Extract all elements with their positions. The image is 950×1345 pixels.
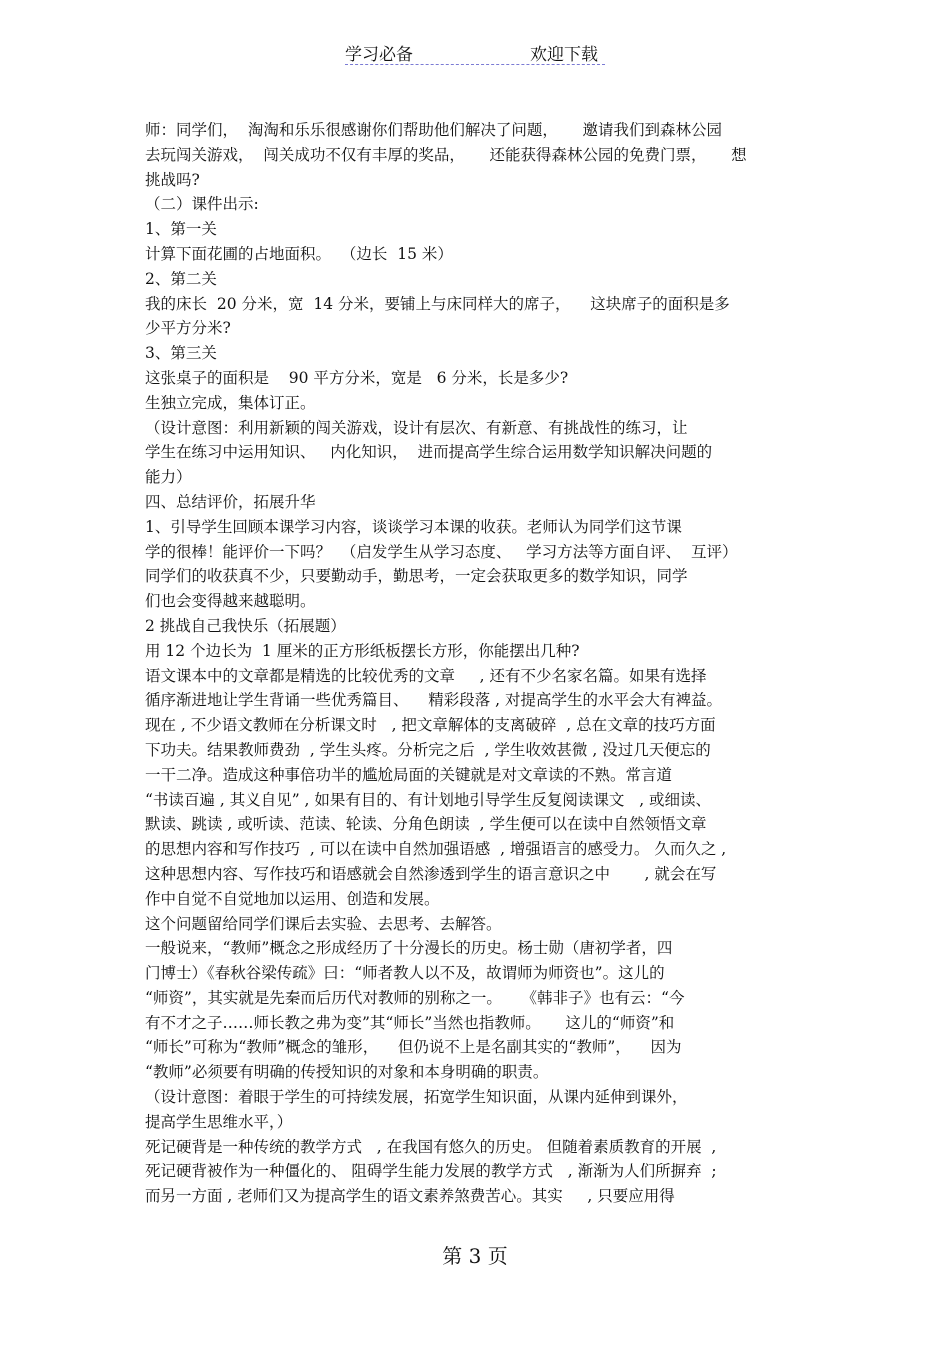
text-line: 的思想内容和写作技巧 , 可以在读中自然加强语感 , 增强语言的感受力。 久而久之 , [145,840,727,859]
page-number: 第 3 页 [442,1244,508,1268]
text-line: 师：同学们， 淘淘和乐乐很感谢你们帮助他们解决了问题， 邀请我们到森林公园 [145,121,722,139]
text-line: 学的很棒！能评价一下吗？ （启发学生从学习态度、 学习方法等方面自评、 互评） [145,542,738,561]
text-line: 有不才之子……师长教之弗为变”其“师长”当然也指教师。 这儿的“师资”和 [145,1013,675,1032]
text-line: 循序渐进地让学生背诵一些优秀篇目、 精彩段落 , 对提高学生的水平会大有裨益。 [145,691,722,710]
text-line: 计算下面花圃的占地面积。 （边长 15 米） [145,244,453,263]
text-line: 少平方分米? [145,319,231,338]
text-line: 语文课本中的文章都是精选的比较优秀的文章 , 还有不少名家名篇。如果有选择 [145,666,707,685]
text-line: 这张桌子的面积是 90 平方分米，宽是 6 分米，长是多少? [145,368,569,387]
text-line: “教师”必须要有明确的传授知识的对象和本身明确的职责。 [145,1063,549,1082]
text-line: 默读、跳读 , 或听读、范读、轮读、分角色朗读 , 学生便可以在读中自然领悟文章 [145,815,707,834]
text-line: 一般说来，“教师”概念之形成经历了十分漫长的历史。杨士勋（唐初学者，四 [145,939,673,958]
text-line: 而另一方面 , 老师们又为提高学生的语文素养煞费苦心。其实 , 只要应用得 [145,1187,675,1206]
text-line: “师资”，其实就是先秦而后历代对教师的别称之一。 《韩非子》也有云：“今 [145,988,685,1007]
text-line: （设计意图：着眼于学生的可持续发展，拓宽学生知识面，从课内延伸到课外， [145,1088,688,1107]
text-line: 1、第一关 [145,220,217,239]
text-line: 下功夫。结果教师费劲 , 学生头疼。分析完之后 , 学生收效甚微 , 没过几天便忘的 [145,740,711,759]
text-line: “书读百遍 , 其义自见” , 如果有目的、有计划地引导学生反复阅读课文 , 或细读、 [145,790,712,809]
text-line: 我的床长 20 分米，宽 14 分米，要铺上与床同样大的席子， 这块席子的面积是多 [145,294,730,313]
text-line: 四、总结评价，拓展升华 [145,492,316,511]
text-line: 同学们的收获真不少，只要勤动手，勤思考，一定会获取更多的数学知识，同学 [145,567,688,586]
page-header [0,40,950,70]
text-line: 学生在练习中运用知识、 内化知识， 进而提高学生综合运用数学知识解决问题的 [145,443,713,462]
text-line: 1、引导学生回顾本课学习内容，谈谈学习本课的收获。老师认为同学们这节课 [145,517,682,536]
text-line: 死记硬背是一种传统的教学方式 , 在我国有悠久的历史。 但随着素质教育的开展 , [145,1137,717,1156]
header-right-text: 欢迎下载 [530,45,598,65]
header-dashed-rule [345,64,605,65]
text-line: （二）课件出示: [145,195,259,214]
text-line: 这种思想内容、写作技巧和语感就会自然渗透到学生的语言意识之中 , 就会在写 [145,864,717,883]
text-line: 能力） [145,468,192,487]
text-line: 2、第二关 [145,269,217,288]
text-line: 现在 , 不少语文教师在分析课文时 , 把文章解体的支离破碎 , 总在文章的技巧方面 [145,716,716,735]
header-left-text: 学习必备 [345,45,413,65]
text-line: 提高学生思维水平，） [145,1112,293,1131]
document-body [145,118,825,1209]
text-line: 作中自觉不自觉地加以运用、创造和发展。 [145,889,440,908]
text-line: 用 12 个边长为 1 厘米的正方形纸板摆长方形，你能摆出几种? [145,641,580,660]
text-line: 一干二净。造成这种事倍功半的尴尬局面的关键就是对文章读的不熟。常言道 [145,765,673,784]
text-line: 死记硬背被作为一种僵化的、 阻碍学生能力发展的教学方式 , 渐渐为人们所摒弃 ; [145,1162,717,1181]
text-line: 挑战吗? [145,170,200,189]
text-line: 3、第三关 [145,344,217,363]
text-line: “师长”可称为“教师”概念的雏形， 但仍说不上是名副其实的“教师”， 因为 [145,1038,682,1057]
text-line: 生独立完成，集体订正。 [145,393,316,412]
text-line: 2 挑战自己我快乐（拓展题） [145,616,346,635]
text-line: 去玩闯关游戏， 闯关成功不仅有丰厚的奖品， 还能获得森林公园的免费门票， 想 [145,145,747,164]
text-line: 这个问题留给同学们课后去实验、去思考、去解答。 [145,914,502,933]
text-line: 门博士）《春秋谷梁传疏》曰：“师者教人以不及，故谓师为师资也”。这儿的 [145,964,665,983]
text-line: （设计意图：利用新颖的闯关游戏，设计有层次、有新意、有挑战性的练习，让 [145,418,688,437]
text-line: 们也会变得越来越聪明。 [145,592,316,611]
